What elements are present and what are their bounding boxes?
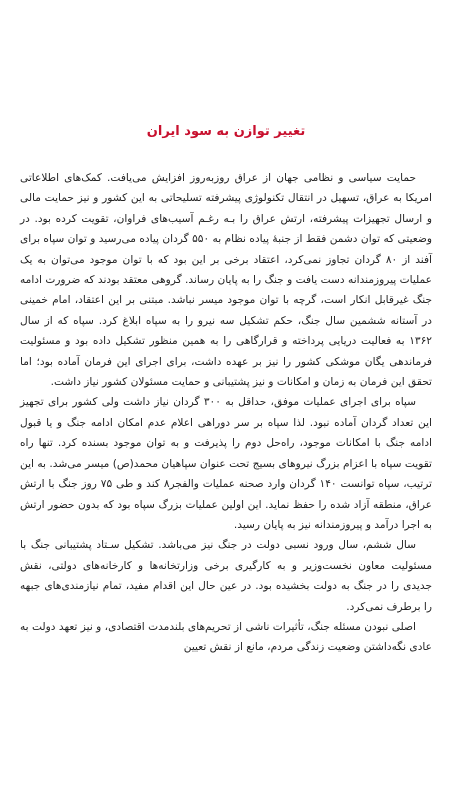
paragraph-4: اصلی نبودن مسئله جنگ، تأثیرات ناشی از تحریم‌های بلندمدت اقتصادی، و نیز تعهد دولت به عادی نگه‌داشتن وضعیت زندگی مردم، مانع از نقش تعیین xyxy=(20,620,432,654)
section-title: تغییر توازن به سود ایران xyxy=(146,124,306,139)
document-body xyxy=(20,168,432,658)
paragraph-1: حمایت سیاسی و نظامی جهان از عراق روزبه‌روز افزایش می‌یافت. کمک‌های اطلاعاتی امریکا به عراق، تسهیل در انتقال تکنولوژی پیشرفته تسلیحاتی به این کشور و نیز حمایت مالی و ارسال تجهیزات پیشرفته، ارتش عراق را بـه رغـم آسیب‌های فراوان، تقویت کرده بود. در وضعیتی که توان دشمن فقط از جنبهٔ پیاده نظام به ۵۵۰ گردان پیاده می‌رسید و توان سپاه برای آفند از ۸۰ گردان تجاوز نمی‌کرد، اعتقاد برخی بر این بود که با توان موجود می‌توان به یک عملیات پیروزمندانه دست یافت و جنگ را به پایان رساند. گروهی معتقد بودند که ضرورت ادامه جنگ غیرقابل انکار است، گرچه با توان موجود میسر نباشد. مبتنی بر این اعتقاد، امام خمینی در آستانه ششمین سال جنگ، حکم تشکیل سه نیرو را به سپاه ابلاغ کرد. سپاه که از سال ۱۳۶۲ به فعالیت دریایی پرداخته و قرارگاهی را به همین منظور تشکیل داده بود و مسئولیت فرماندهی یگان موشکی کشور را نیز بر عهده داشت، برای اجرای این فرمان آماده بود؛ اما تحقق این فرمان به زمان و امکانات و نیز پشتیبانی و حمایت مسئولان کشور نیاز داشت. xyxy=(20,172,433,389)
paragraph-2: سپاه برای اجرای عملیات موفق، حداقل به ۳۰۰ گردان نیاز داشت ولی کشور برای تجهیز این تعداد گردان آماده نبود. لذا سپاه بر سر دوراهی اعلام عدم امکان ادامه جنگ و یا قبول ادامه جنگ با امکانات موجود، راه‌حل دوم را پذیرفت و به توان موجود بسنده کرد. تنها راه تقویت سپاه با اعزام بزرگ نیروهای بسیج تحت عنوان سپاهیان محمد(ص) میسر می‌شد. به این ترتیب، سپاه توانست ۱۴۰ گردان وارد صحنه عملیات والفجر۸ کند و طی ۷۵ روز جنگ با ارتش عراق، منطقه آزاد شده را حفظ نماید. این اولین عملیات بزرگ سپاه بود که بدون حضور ارتش به اجرا درآمد و پیروزمندانه نیز به پایان رسید. xyxy=(20,396,432,531)
paragraph-3: سال ششم، سال ورود نسبی دولت در جنگ نیز می‌باشد. تشکیل سـتاد پشتیبانی جنگ با مسئولیت معاون نخست‌وزیر و به کارگیری برخی وزارتخانه‌ها و کارخانه‌های دولتی، نقش جدیدی را در جنگ به دولت بخشیده بود. در عین حال این اقدام مفید، تمام نیازمندی‌های جبهه را برطرف نمی‌کرد. xyxy=(20,539,432,613)
